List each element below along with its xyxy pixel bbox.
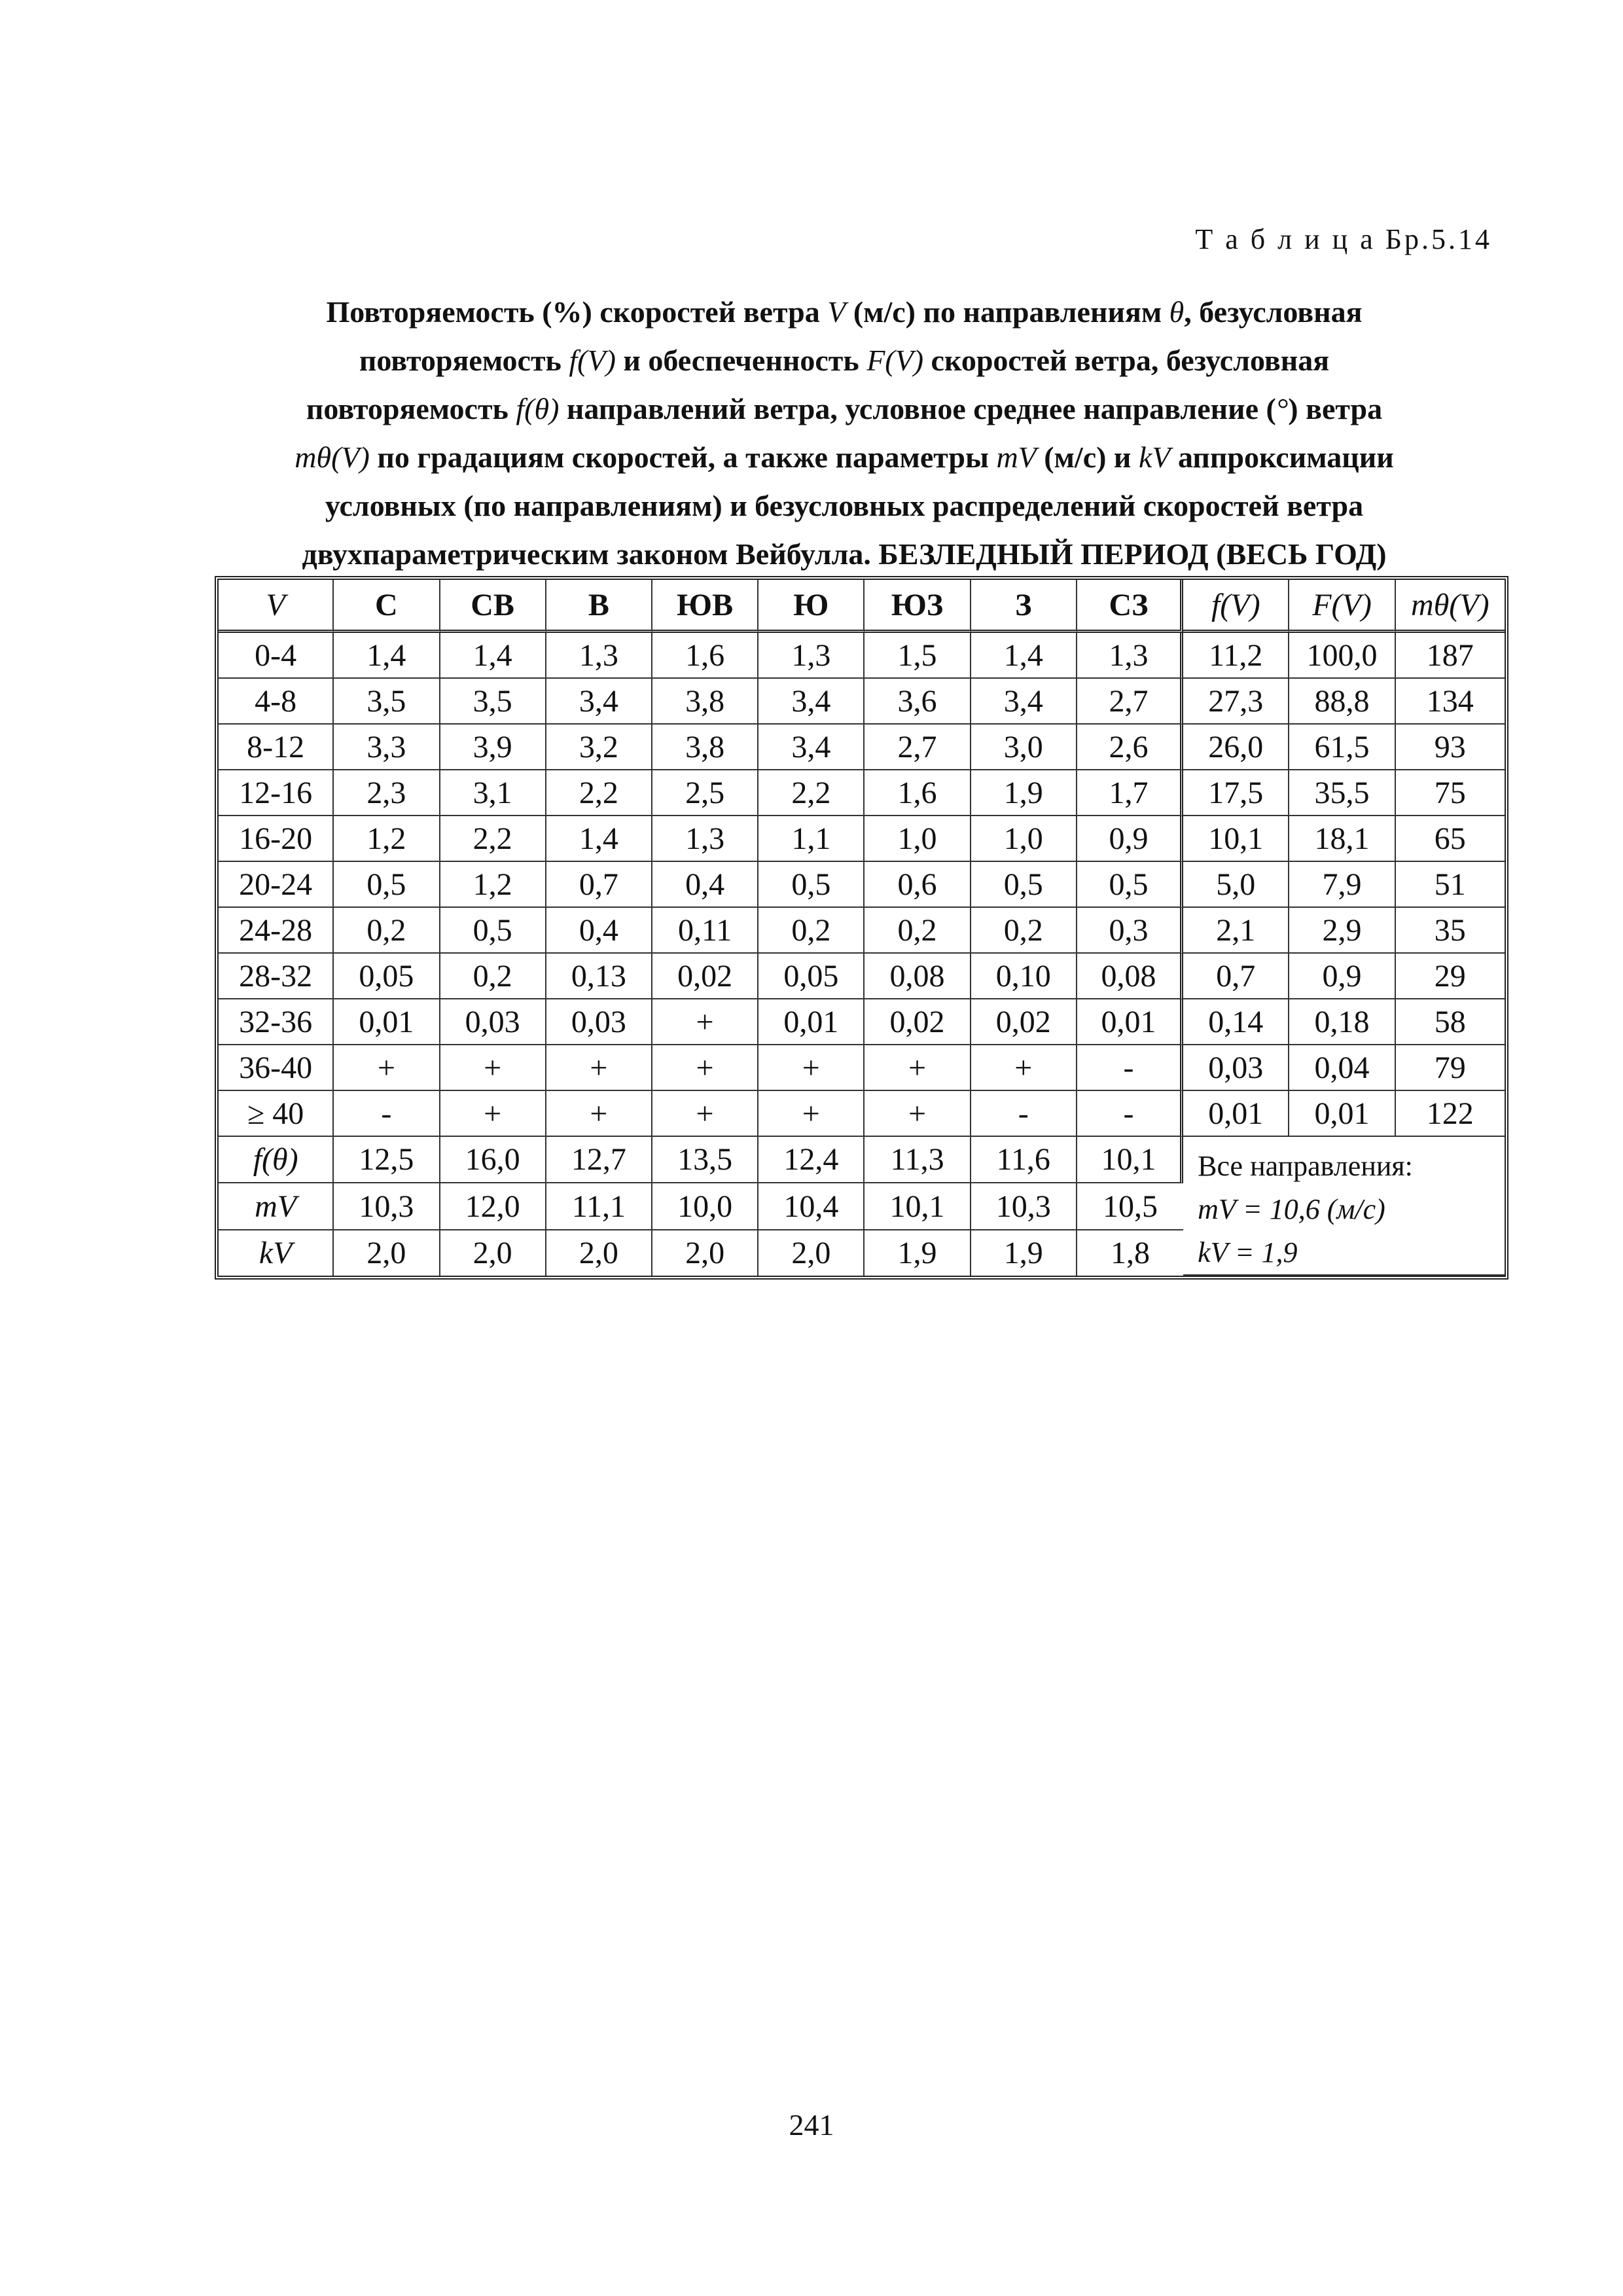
table-cell: 11,6 [971, 1137, 1077, 1183]
row-header-speed: ≥ 40 [219, 1091, 334, 1137]
table-cell: 0,04 [1289, 1045, 1395, 1091]
table-cell: 3,0 [971, 725, 1077, 770]
all-directions-label: Все направления: [1198, 1150, 1413, 1182]
header-row [219, 580, 1505, 633]
table-cell: 2,0 [440, 1230, 546, 1276]
table-cell: 122 [1396, 1091, 1505, 1137]
table-cell: 0,01 [334, 999, 440, 1045]
table-row [219, 725, 1505, 770]
table-cell: + [546, 1091, 652, 1137]
col-header-nw: СЗ [1077, 580, 1183, 633]
table-cell: 0,02 [652, 954, 758, 999]
table-cell: 12,4 [758, 1137, 865, 1183]
table-cell: 1,2 [440, 862, 546, 908]
table-cell: 3,4 [758, 725, 865, 770]
table-cell: 0,5 [334, 862, 440, 908]
table-cell: 0,05 [334, 954, 440, 999]
table-cell: 1,9 [971, 770, 1077, 816]
table-cell: 27,3 [1183, 679, 1289, 725]
table-row [219, 954, 1505, 999]
table-row [219, 999, 1505, 1045]
title-line-2: повторяемость f(V) и обеспеченность F(V) скоростей ветра, безусловная [359, 344, 1330, 377]
table-cell: 75 [1396, 770, 1505, 816]
table-cell: 1,3 [1077, 633, 1183, 679]
col-header-v: V [219, 580, 334, 633]
table-cell: 1,2 [334, 816, 440, 862]
table-cell: + [865, 1091, 971, 1137]
table-cell: 3,5 [334, 679, 440, 725]
table-cell: 0,4 [652, 862, 758, 908]
row-header-speed: 28-32 [219, 954, 334, 999]
all-directions-kv: kV = 1,9 [1198, 1236, 1298, 1268]
table-cell: + [652, 1045, 758, 1091]
table-cell: - [971, 1091, 1077, 1137]
table-cell: 5,0 [1183, 862, 1289, 908]
table-cell: 88,8 [1289, 679, 1395, 725]
table-label: Т а б л и ц а Бр.5.14 [1195, 223, 1492, 255]
row-header-speed: 16-20 [219, 816, 334, 862]
table-row [219, 770, 1505, 816]
table-cell: 3,5 [440, 679, 546, 725]
table-cell: 1,3 [652, 816, 758, 862]
table-cell: 3,4 [971, 679, 1077, 725]
table-cell: 51 [1396, 862, 1505, 908]
title-line-5: условных (по направлениям) и безусловных распределений скоростей ветра [325, 489, 1364, 522]
table-cell: 0,14 [1183, 999, 1289, 1045]
table-cell: 3,4 [546, 679, 652, 725]
title-line-4: mθ(V) по градациям скоростей, а также параметры mV (м/с) и kV аппроксимации [294, 440, 1394, 474]
table-cell: 12,5 [334, 1137, 440, 1183]
table-cell: + [652, 999, 758, 1045]
table-cell: 1,9 [865, 1230, 971, 1276]
table-cell: - [334, 1091, 440, 1137]
table-cell: 10,1 [865, 1183, 971, 1230]
table-cell: 1,4 [334, 633, 440, 679]
table-cell: - [1077, 1045, 1183, 1091]
table-cell: 0,6 [865, 862, 971, 908]
table-row [219, 862, 1505, 908]
col-header-se: ЮВ [652, 580, 758, 633]
row-header-parameter: mV [219, 1183, 334, 1230]
table-cell: 0,10 [971, 954, 1077, 999]
col-header-sw: ЮЗ [865, 580, 971, 633]
row-header-parameter: f(θ) [219, 1137, 334, 1183]
summary-row [219, 1137, 1505, 1183]
table-cell: 11,2 [1183, 633, 1289, 679]
table-cell: 13,5 [652, 1137, 758, 1183]
table-cell: 0,7 [546, 862, 652, 908]
table-cell: 18,1 [1289, 816, 1395, 862]
table-cell: 65 [1396, 816, 1505, 862]
table-cell: 2,6 [1077, 725, 1183, 770]
title-line-3: повторяемость f(θ) направлений ветра, условное среднее направление (°) ветра [306, 392, 1383, 425]
table-cell: 61,5 [1289, 725, 1395, 770]
table-cell: 0,7 [1183, 954, 1289, 999]
table-cell: 11,3 [865, 1137, 971, 1183]
table-cell: 1,3 [546, 633, 652, 679]
table-cell: 0,5 [758, 862, 865, 908]
table-cell: 1,5 [865, 633, 971, 679]
table-cell: 3,6 [865, 679, 971, 725]
table-cell: 0,02 [971, 999, 1077, 1045]
row-header-speed: 20-24 [219, 862, 334, 908]
row-header-speed: 24-28 [219, 908, 334, 954]
table-cell: 1,0 [865, 816, 971, 862]
table-row [219, 908, 1505, 954]
table-cell: 3,2 [546, 725, 652, 770]
table-cell: 3,8 [652, 725, 758, 770]
table-cell: 10,0 [652, 1183, 758, 1230]
table-cell: + [334, 1045, 440, 1091]
table-cell: 29 [1396, 954, 1505, 999]
table-row [219, 633, 1505, 679]
table-cell: 1,6 [865, 770, 971, 816]
table-cell: 17,5 [1183, 770, 1289, 816]
table-cell: 2,3 [334, 770, 440, 816]
table-cell: 0,03 [440, 999, 546, 1045]
row-header-speed: 36-40 [219, 1045, 334, 1091]
table-cell: 1,4 [440, 633, 546, 679]
table-cell: 12,7 [546, 1137, 652, 1183]
table-cell: 0,5 [1077, 862, 1183, 908]
title-line-1: Повторяемость (%) скоростей ветра V (м/с) по направлениям θ, безусловная [326, 295, 1363, 329]
table-cell: 2,0 [758, 1230, 865, 1276]
table-cell: 79 [1396, 1045, 1505, 1091]
table-cell: + [546, 1045, 652, 1091]
table-cell: 3,8 [652, 679, 758, 725]
table-cell: 1,0 [971, 816, 1077, 862]
table-cell: 0,5 [440, 908, 546, 954]
table-cell: 1,1 [758, 816, 865, 862]
table-cell: 2,7 [865, 725, 971, 770]
row-header-speed: 12-16 [219, 770, 334, 816]
table-title [196, 288, 1492, 579]
table-cell: 0,2 [758, 908, 865, 954]
table-row [219, 679, 1505, 725]
table-cell: 0,11 [652, 908, 758, 954]
table-cell: 0,9 [1289, 954, 1395, 999]
table-cell: 0,18 [1289, 999, 1395, 1045]
table-cell: 1,4 [546, 816, 652, 862]
table-cell: 0,2 [971, 908, 1077, 954]
table-cell: 2,9 [1289, 908, 1395, 954]
table-cell: 35,5 [1289, 770, 1395, 816]
table-cell: 58 [1396, 999, 1505, 1045]
table-cell: 10,5 [1077, 1183, 1183, 1230]
table-cell: 10,4 [758, 1183, 865, 1230]
table-cell: 35 [1396, 908, 1505, 954]
col-header-Fv: F(V) [1289, 580, 1395, 633]
table-cell: 0,4 [546, 908, 652, 954]
table-cell: 10,3 [334, 1183, 440, 1230]
table-cell: 1,9 [971, 1230, 1077, 1276]
table-cell: 10,3 [971, 1183, 1077, 1230]
wind-speed-table [215, 576, 1508, 1280]
col-header-ne: СВ [440, 580, 546, 633]
table-cell: 26,0 [1183, 725, 1289, 770]
col-header-s: Ю [758, 580, 865, 633]
table-cell: 0,05 [758, 954, 865, 999]
col-header-fv: f(V) [1183, 580, 1289, 633]
table-cell: 187 [1396, 633, 1505, 679]
table-cell: 0,5 [971, 862, 1077, 908]
table-cell: 1,7 [1077, 770, 1183, 816]
table-cell: 2,0 [652, 1230, 758, 1276]
table-cell: 2,0 [546, 1230, 652, 1276]
table-cell: 3,1 [440, 770, 546, 816]
table-cell: 0,13 [546, 954, 652, 999]
table-cell: 0,3 [1077, 908, 1183, 954]
row-header-speed: 32-36 [219, 999, 334, 1045]
table-cell: 0,08 [865, 954, 971, 999]
table-cell: 0,02 [865, 999, 971, 1045]
table-cell: 2,1 [1183, 908, 1289, 954]
table-cell: 0,9 [1077, 816, 1183, 862]
table-cell: 0,03 [546, 999, 652, 1045]
col-header-n: С [334, 580, 440, 633]
all-directions-cell [1183, 1137, 1505, 1276]
table-cell: 0,01 [758, 999, 865, 1045]
table-cell: 1,6 [652, 633, 758, 679]
table-cell: 7,9 [1289, 862, 1395, 908]
table-cell: 2,7 [1077, 679, 1183, 725]
row-header-speed: 8-12 [219, 725, 334, 770]
table-cell: 0,08 [1077, 954, 1183, 999]
table-cell: 10,1 [1183, 816, 1289, 862]
table-cell: + [758, 1091, 865, 1137]
table-cell: 2,2 [546, 770, 652, 816]
table-cell: + [865, 1045, 971, 1091]
table-cell: 0,01 [1183, 1091, 1289, 1137]
table-cell: - [1077, 1091, 1183, 1137]
table-cell: 1,8 [1111, 1235, 1150, 1270]
table-cell: 16,0 [440, 1137, 546, 1183]
table-row [219, 1091, 1505, 1137]
table-cell: + [971, 1045, 1077, 1091]
table-cell: 11,1 [546, 1183, 652, 1230]
page-number: 241 [789, 2108, 834, 2142]
table-cell: 3,3 [334, 725, 440, 770]
table-cell: + [652, 1091, 758, 1137]
table-cell: 1,3 [758, 633, 865, 679]
title-line-6: двухпараметрическим законом Вейбулла. БЕЗЛЕДНЫЙ ПЕРИОД (ВЕСЬ ГОД) [302, 537, 1387, 571]
row-header-speed: 4-8 [219, 679, 334, 725]
table-cell: 2,2 [440, 816, 546, 862]
table-cell: 12,0 [440, 1183, 546, 1230]
table-cell: 2,2 [758, 770, 865, 816]
table-cell: 0,01 [1077, 999, 1183, 1045]
table-cell: 134 [1396, 679, 1505, 725]
all-directions-mv: mV = 10,6 (м/с) [1198, 1193, 1385, 1225]
col-header-mtheta: mθ(V) [1396, 580, 1505, 633]
table-cell: 2,5 [652, 770, 758, 816]
table-row [219, 1045, 1505, 1091]
row-header-speed: 0-4 [219, 633, 334, 679]
table-cell: 2,0 [334, 1230, 440, 1276]
table-cell: 3,9 [440, 725, 546, 770]
table-cell: + [758, 1045, 865, 1091]
table-cell: 100,0 [1289, 633, 1395, 679]
table-cell: 0,2 [440, 954, 546, 999]
table-cell: 0,2 [334, 908, 440, 954]
table-row [219, 816, 1505, 862]
table-cell: 3,4 [758, 679, 865, 725]
col-header-w: З [971, 580, 1077, 633]
table-cell: 0,03 [1183, 1045, 1289, 1091]
table-cell: 93 [1396, 725, 1505, 770]
table-cell: 1,4 [971, 633, 1077, 679]
table-cell: 0,01 [1289, 1091, 1395, 1137]
col-header-e: В [546, 580, 652, 633]
row-header-parameter: kV [219, 1230, 334, 1276]
table-cell: + [440, 1091, 546, 1137]
table-cell: 10,1 [1077, 1137, 1183, 1183]
table-cell: 0,2 [865, 908, 971, 954]
table-cell: + [440, 1045, 546, 1091]
